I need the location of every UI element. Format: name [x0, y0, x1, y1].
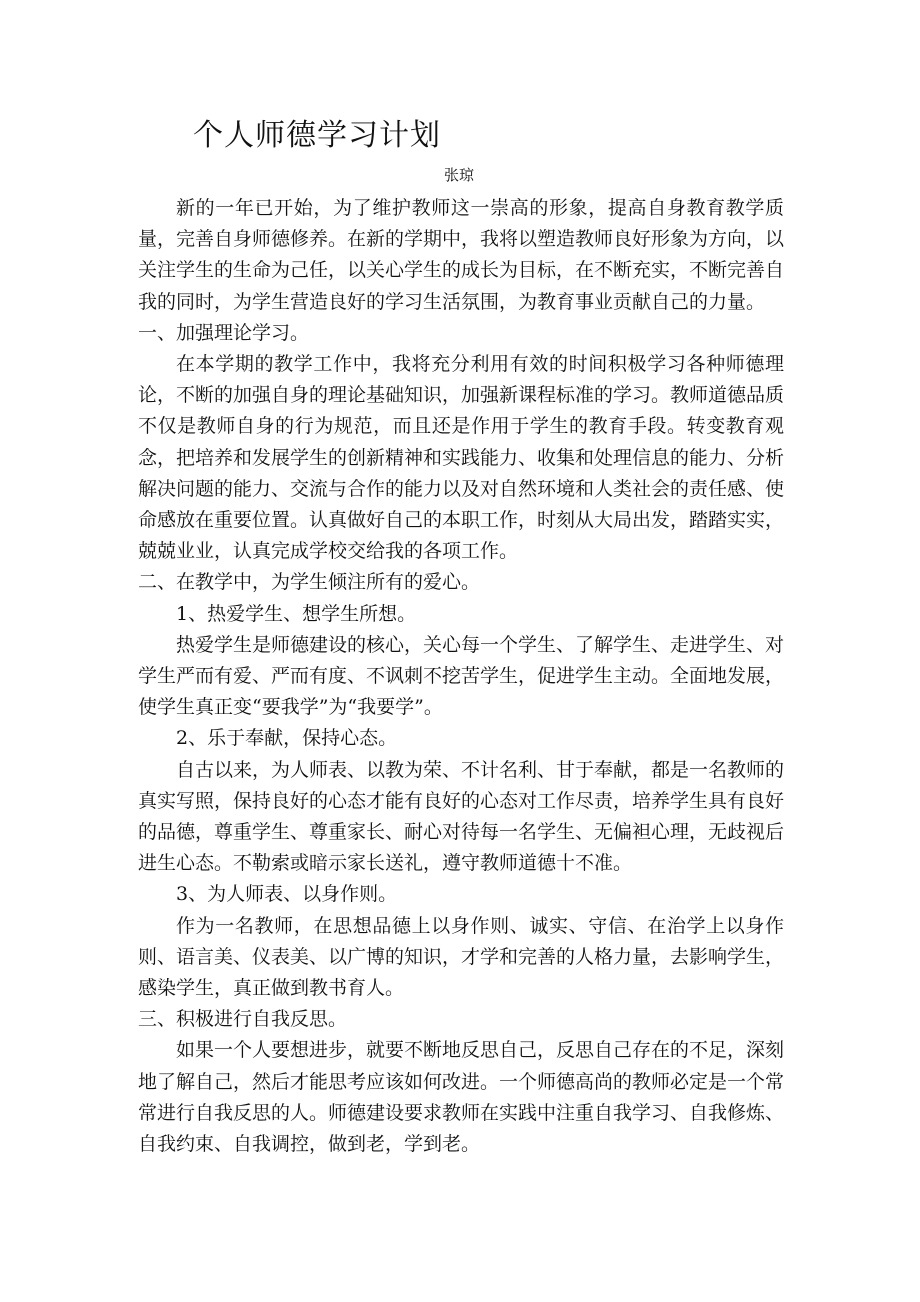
paragraph-role-model: 作为一名教师，在思想品德上以身作则、诚实、守信、在治学上以身作则、语言美、仪表美、以广博的知识，才学和完善的人格力量，去影响学生，感染学生，真正做到教书育人。: [138, 914, 785, 1000]
section-heading-2: 二、在教学中，为学生倾注所有的爱心。: [138, 571, 481, 594]
paragraph-intro: 新的一年已开始，为了维护教师这一崇高的形象，提高自身教育教学质量，完善自身师德修养。在新的学期中，我将以塑造教师良好形象为方向，以关注学生的生命为己任，以关心学生的成长为目标，在不断充实，不断完善自我的同时，为学生营造良好的学习生活氛围，为教育事业贡献自己的力量。: [138, 197, 785, 313]
section-heading-3: 三、积极进行自我反思。: [138, 1008, 348, 1031]
subheading-2-1: 1、热爱学生、想学生所想。: [176, 602, 417, 625]
paragraph-dedication: 自古以来，为人师表、以教为荣、不计名利、甘于奉献，都是一名教师的真实写照，保持良好的心态才能有良好的心态对工作尽责，培养学生具有良好的品德，尊重学生、尊重家长、耐心对待每一名学生、无偏袒心理，无歧视后进生心态。不勒索或暗示家长送礼，遵守教师道德十不准。: [138, 758, 785, 875]
paragraph-love-students: 热爱学生是师德建设的核心，关心每一个学生、了解学生、走进学生、对学生严而有爱、严而有度、不讽刺不挖苦学生，促进学生主动。全面地发展，使学生真正变“要我学”为“我要学”。: [138, 633, 785, 719]
paragraph-self-reflection: 如果一个人要想进步，就要不断地反思自己，反思自己存在的不足，深刻地了解自己，然后才能思考应该如何改进。一个师德高尚的教师必定是一个常常进行自我反思的人。师德建设要求教师在实践中注重自我学习、自我修炼、自我约束、自我调控，做到老，学到老。: [138, 1039, 785, 1156]
author-name: 张琼: [444, 166, 475, 184]
subheading-2-3: 3、为人师表、以身作则。: [176, 883, 398, 906]
section-heading-1: 一、加强理论学习。: [138, 321, 310, 344]
page-title: 个人师德学习计划: [193, 118, 441, 153]
document-body: [138, 193, 784, 1160]
subheading-2-2: 2、乐于奉献，保持心态。: [176, 727, 398, 750]
paragraph-theory-study: 在本学期的教学工作中，我将充分利用有效的时间积极学习各种师德理论，不断的加强自身的理论基础知识，加强新课程标准的学习。教师道德品质不仅是教师自身的行为规范，而且还是作用于学生的教育手段。转变教育观念，把培养和发展学生的创新精神和实践能力、收集和处理信息的能力、分析解决问题的能力、交流与合作的能力以及对自然环境和人类社会的责任感、使命感放在重要位置。认真做好自己的本职工作，时刻从大局出发，踏踏实实，兢兢业业，认真完成学校交给我的各项工作。: [138, 353, 785, 563]
